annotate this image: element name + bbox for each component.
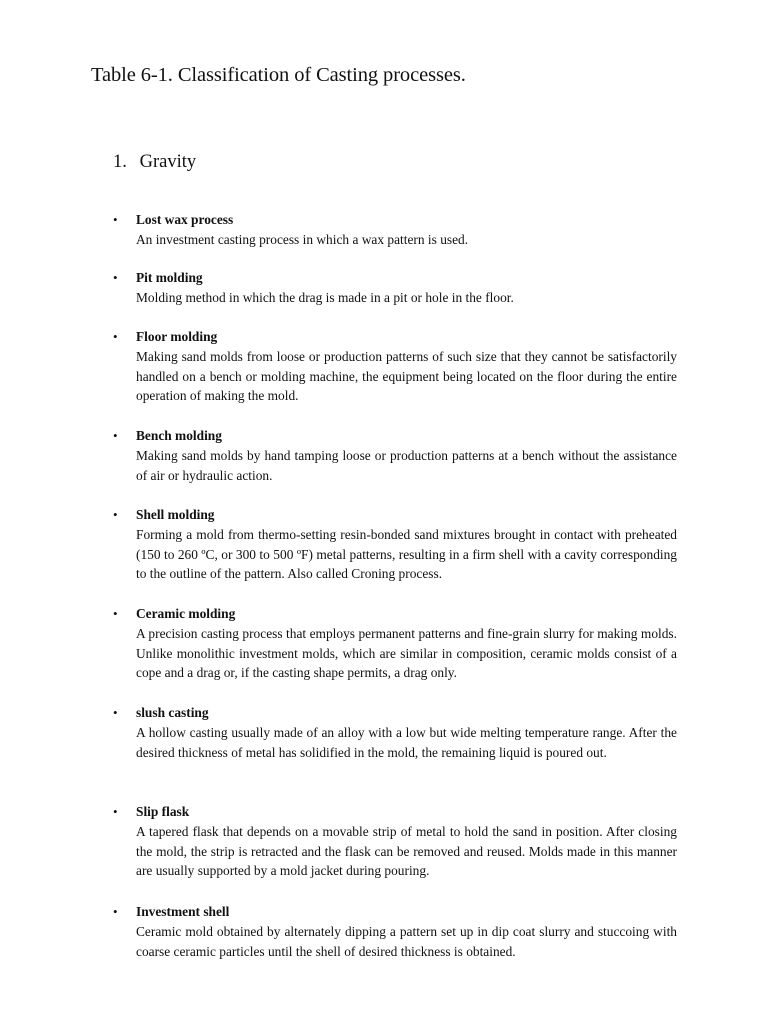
term-definition: Ceramic mold obtained by alternately dipping a pattern set up in dip coat slurry and stuccoing with coarse ceramic particles until the shell of desired thickness is obtained. xyxy=(136,923,677,959)
bullet-icon: • xyxy=(113,804,118,819)
term-label: Floor molding xyxy=(136,329,218,344)
term-label: Lost wax process xyxy=(136,212,234,227)
term-label: Pit molding xyxy=(136,270,203,285)
term-definition: Forming a mold from thermo-setting resin-bonded sand mixtures brought in contact with preheated (150 to 260 ºC, or 300 to 500 ºF) metal patterns, resulting in a firm shell with a cavity corresponding to the outline of the pattern. Also called Croning process. xyxy=(136,526,677,582)
bullet-icon: • xyxy=(113,270,118,285)
term-definition: A tapered flask that depends on a movable strip of metal to hold the sand in position. After closing the mold, the strip is retracted and the flask can be removed and reused. Molds made in this manner are usually supported by a mold jacket during pouring. xyxy=(136,823,677,879)
list-item-floor-molding xyxy=(113,327,677,406)
bullet-icon: • xyxy=(113,428,118,443)
term-label: Slip flask xyxy=(136,804,190,819)
list-item-ceramic-molding xyxy=(113,604,677,683)
term-definition: An investment casting process in which a wax pattern is used. xyxy=(136,231,469,247)
list-item-investment-shell xyxy=(113,902,677,961)
section-number: 1. xyxy=(113,152,127,172)
term-label: Investment shell xyxy=(136,904,230,919)
bullet-icon: • xyxy=(113,904,118,919)
term-label: Shell molding xyxy=(136,507,215,522)
bullet-icon: • xyxy=(113,507,118,522)
list-item-bench-molding xyxy=(113,426,677,485)
list-item-lost-wax-process xyxy=(113,210,677,250)
list-item-pit-molding xyxy=(113,268,677,308)
term-label: slush casting xyxy=(136,705,209,720)
term-label: Ceramic molding xyxy=(136,606,236,621)
list-item-slip-flask xyxy=(113,802,677,881)
bullet-icon: • xyxy=(113,705,118,720)
bullet-icon: • xyxy=(113,606,118,621)
list-item-slush-casting xyxy=(113,703,677,762)
bullet-icon: • xyxy=(113,212,118,227)
section-title: Gravity xyxy=(139,152,197,172)
term-definition: Molding method in which the drag is made in a pit or hole in the floor. xyxy=(136,289,514,305)
list-item-shell-molding xyxy=(113,505,677,584)
term-definition: Making sand molds by hand tamping loose or production patterns at a bench without the assistance of air or hydraulic action. xyxy=(136,447,677,483)
term-definition: Making sand molds from loose or production patterns of such size that they cannot be satisfactorily handled on a bench or molding machine, the equipment being located on the floor during the entire operation of making the mold. xyxy=(136,348,677,404)
table-title: Table 6-1. Classification of Casting processes. xyxy=(91,64,466,86)
term-definition: A hollow casting usually made of an alloy with a low but wide melting temperature range. After the desired thickness of metal has solidified in the mold, the remaining liquid is poured out. xyxy=(136,724,677,760)
term-label: Bench molding xyxy=(136,428,222,443)
section-heading xyxy=(113,152,196,173)
bullet-icon: • xyxy=(113,329,118,344)
term-definition: A precision casting process that employs permanent patterns and fine-grain slurry for making molds. Unlike monolithic investment molds, which are similar in composition, ceramic molds consist of a cope and a drag or, if the casting shape permits, a drag only. xyxy=(136,625,677,681)
